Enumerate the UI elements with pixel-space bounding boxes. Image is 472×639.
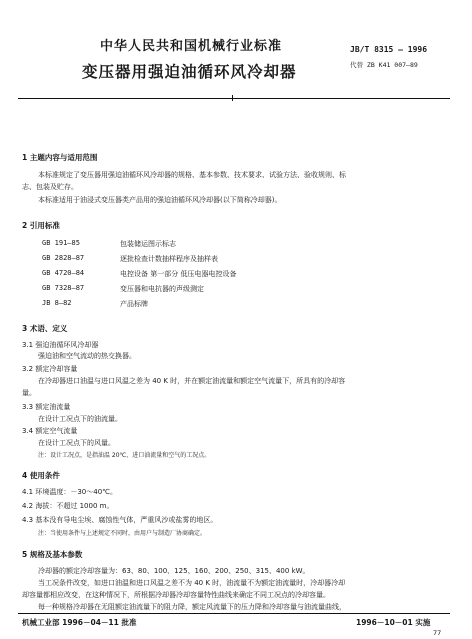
term-3-1-title: 3.1 强迫油循环风冷却器: [22, 341, 99, 349]
section-1-heading: 1 主题内容与适用范围: [22, 153, 98, 162]
term-3-2-definition-line-1: 在冷却器进口油温与进口风温之差为 40 K 时，并在额定油流量和额定空气流量下，所具有的冷却容: [38, 377, 346, 385]
reference-code: JB 8—82: [42, 299, 72, 307]
term-3-4-definition: 在设计工况点下的风量。: [38, 439, 115, 447]
document-title: 变压器用强迫油循环风冷却器: [82, 63, 297, 81]
reference-code: GB 191—85: [42, 239, 80, 247]
section-5-line-4: 每一种规格冷却器在无阻额定油流量下的阻力降，额定风流量下的压力降和冷却容量与油流量曲线，: [38, 603, 346, 611]
header-rule-tick: [232, 95, 233, 101]
term-3-4-title: 3.4 额定空气流量: [22, 427, 78, 435]
standard-code: JB/T 8315 — 1996: [350, 45, 428, 54]
term-3-2-title: 3.2 额定冷却容量: [22, 365, 78, 373]
replaced-standard: 代替 ZB K41 007—89: [350, 61, 418, 69]
term-3-4-note: 注：设计工况点，是指油温 20℃、进口油流量和空气的工况点。: [38, 452, 211, 459]
section-5-line-2: 当工况条件改变，如进口油温和进口风温之差不为 40 K 时，油流量不为额定油流量时，冷却器冷却: [38, 579, 346, 587]
reference-code: GB 4720—84: [42, 269, 85, 277]
section-5-line-3: 却容量都相应改变，在这种情况下，所根据冷却器冷却容量特性曲线来确定不同工况点的冷却容量。: [22, 591, 330, 599]
section-4-note: 注：当使用条件与上述规定不同时，由用户与制造厂协商确定。: [38, 530, 207, 537]
section-1-paragraph-1-line-2: 志、包装及贮存。: [22, 183, 78, 191]
section-3-heading: 3 术语、定义: [22, 324, 68, 333]
header-rule: [18, 98, 450, 99]
term-3-1-definition: 强迫油和空气流动的热交换器。: [38, 352, 136, 360]
implementation-date: 1996－10－01 实施: [356, 618, 431, 627]
term-3-3-title: 3.3 额定油流量: [22, 403, 71, 411]
reference-title: 产品标牌: [120, 300, 148, 308]
term-3-3-definition: 在设计工况点下的油流量。: [38, 415, 122, 423]
section-1-paragraph-1-line-1: 本标准规定了变压器用强迫油循环风冷却器的规格、基本参数、技术要求、试验方法、验收规则、标: [38, 171, 346, 179]
condition-4-3: 4.3 基本没有导电尘埃、腐蚀性气体，严重风沙或盐雾的地区。: [22, 516, 218, 524]
reference-title: 逐批检查计数抽样程序及抽样表: [120, 255, 218, 263]
condition-4-1: 4.1 环境温度：－30～40℃。: [22, 488, 118, 496]
reference-title: 电控设备 第一部分 低压电器电控设备: [120, 270, 237, 278]
reference-title: 包装储运图示标志: [120, 240, 176, 248]
page-number: 77: [433, 629, 442, 637]
section-5-line-1: 冷却器的额定冷却容量为：63、80、100、125、160、200、250、315、400 kW。: [38, 567, 310, 575]
section-1-paragraph-2: 本标准适用于油浸式变压器类产品用的强迫油循环风冷却器(以下简称冷却器)。: [38, 196, 282, 204]
term-3-2-definition-line-2: 量。: [22, 389, 36, 397]
issuing-organization: 中华人民共和国机械行业标准: [100, 39, 283, 54]
approval-date: 机械工业部 1996－04－11 批准: [22, 618, 137, 627]
reference-code: GB 2828—87: [42, 254, 85, 262]
section-2-heading: 2 引用标准: [22, 221, 60, 230]
condition-4-2: 4.2 海拔：不超过 1000 m。: [22, 502, 114, 510]
footer-rule: [18, 613, 450, 614]
section-4-heading: 4 使用条件: [22, 471, 60, 480]
section-5-heading: 5 规格及基本参数: [22, 550, 83, 559]
reference-title: 变压器和电抗器的声级测定: [120, 285, 204, 293]
reference-code: GB 7328—87: [42, 284, 85, 292]
